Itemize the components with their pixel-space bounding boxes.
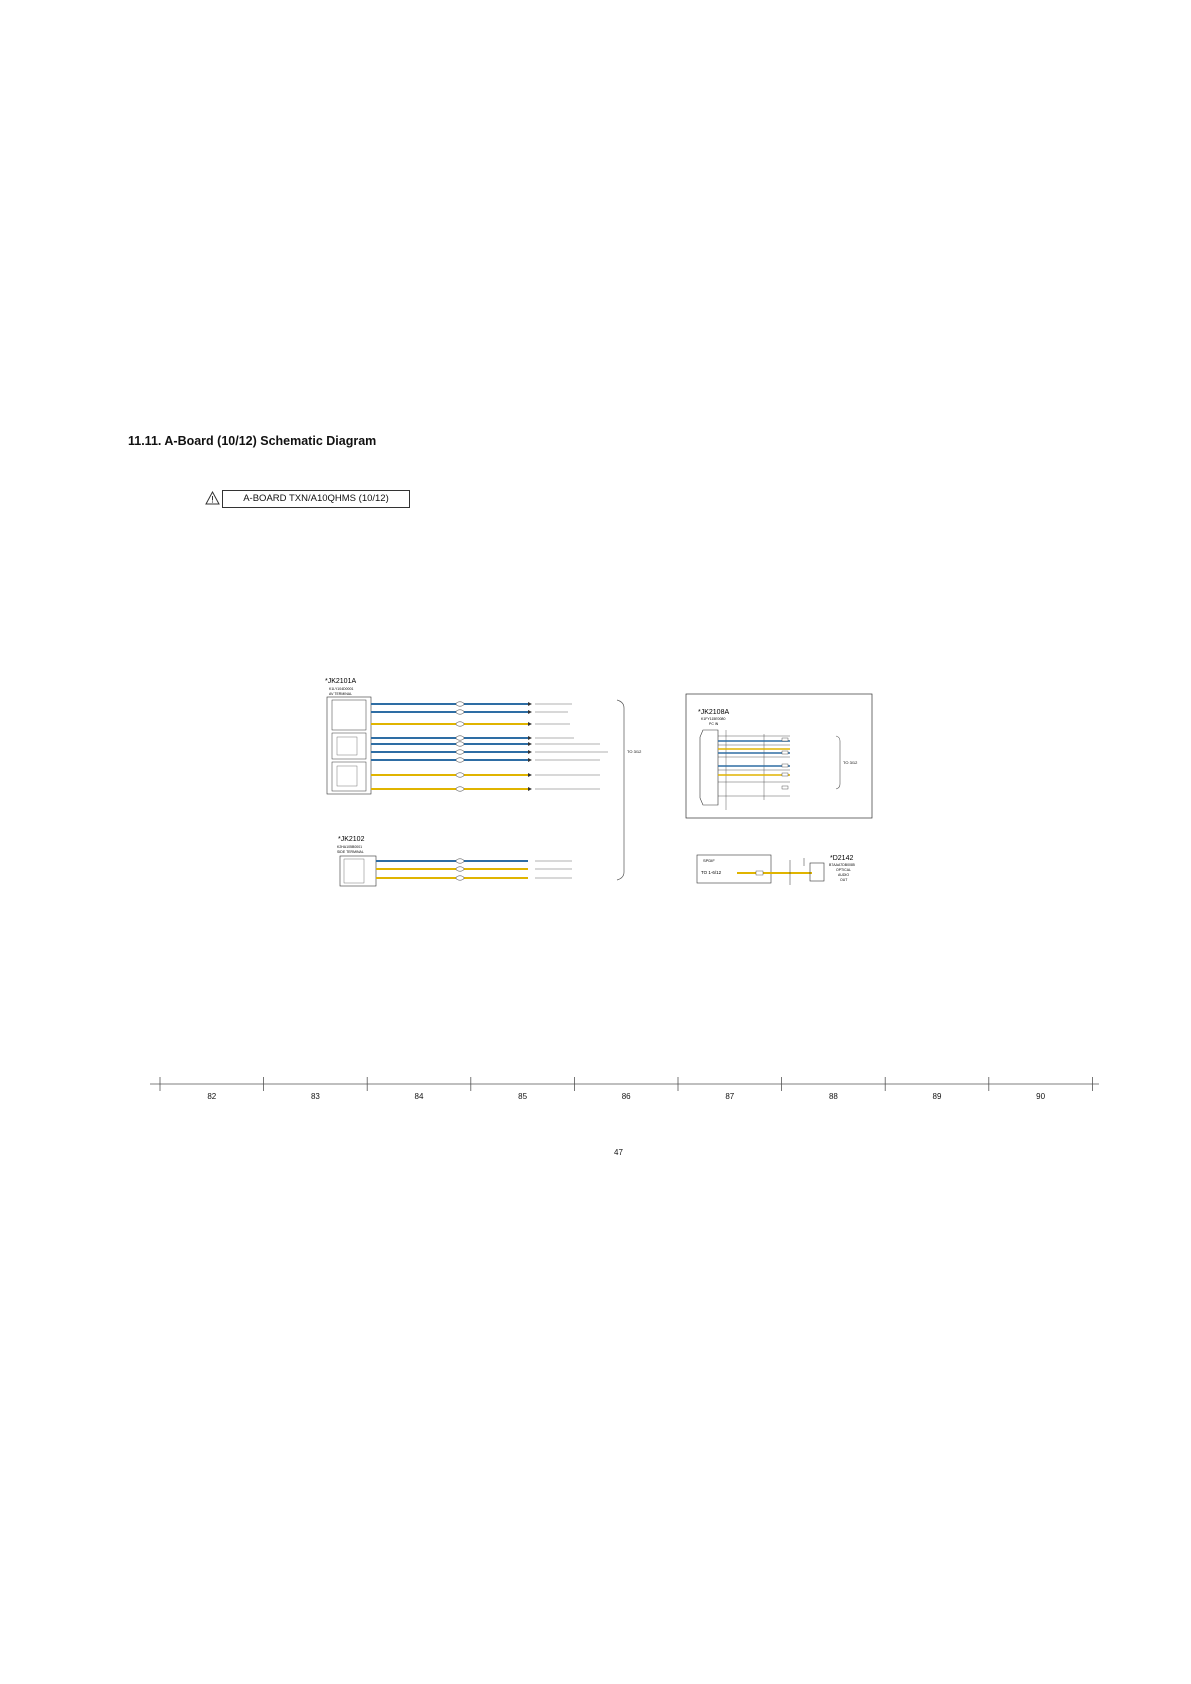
- jk2108a-desc: PC IN: [709, 722, 719, 726]
- jk2101a-ref: *JK2101A: [325, 678, 357, 685]
- spdif-label: SPDIF: [703, 858, 715, 863]
- grid-ruler: [150, 1077, 1099, 1101]
- left-bracket: [617, 700, 642, 880]
- d2142-desc-2: AUDIO: [838, 873, 850, 877]
- jk2102-wires: [376, 859, 572, 880]
- d2142-desc-3: OUT: [840, 878, 848, 882]
- page-title: 11.11. A-Board (10/12) Schematic Diagram: [128, 434, 377, 448]
- d2142-part: B7AAA7DB0085: [829, 863, 855, 867]
- grid-column-label: 87: [725, 1092, 735, 1101]
- d2142-desc-1: OPTICAL: [836, 868, 851, 872]
- board-label: A-BOARD TXN/A10QHMS (10/12): [222, 490, 410, 508]
- page-number: 47: [614, 1148, 623, 1157]
- jk2101a-connector: [325, 678, 371, 794]
- offpage-to-3-12-right: TO 3/12: [843, 760, 858, 765]
- jk2102-desc: SIDE TERMINAL: [337, 850, 364, 854]
- grid-column-label: 90: [1036, 1092, 1046, 1101]
- jk2108a-part: K1FY115E0080: [701, 717, 726, 721]
- grid-column-label: 88: [828, 1092, 838, 1101]
- spdif-connector: TO 1-6/12: [701, 870, 722, 875]
- grid-column-label: 85: [518, 1092, 528, 1101]
- jk2108a-box: [686, 694, 872, 818]
- grid-column-label: 89: [932, 1092, 942, 1101]
- jk2101a-wires: [371, 702, 608, 791]
- d2142-ref: *D2142: [830, 855, 854, 862]
- grid-column-label: 83: [310, 1092, 320, 1101]
- d2142-labels: [829, 855, 855, 882]
- grid-column-label: 86: [621, 1092, 631, 1101]
- grid-column-label: 82: [207, 1092, 217, 1101]
- offpage-to-3-12-left: TO 3/12: [627, 749, 642, 754]
- jk2102-connector: [337, 836, 376, 886]
- jk2102-part: K2HA105B0001: [337, 845, 363, 849]
- jk2101a-desc: AV TERMINAL: [329, 692, 353, 696]
- jk2101a-part: K1LY104D0001: [329, 687, 354, 691]
- jk2102-ref: *JK2102: [338, 836, 365, 843]
- jk2108a-ref: *JK2108A: [698, 709, 730, 716]
- spdif-block: [697, 855, 824, 885]
- grid-column-label: 84: [414, 1092, 424, 1101]
